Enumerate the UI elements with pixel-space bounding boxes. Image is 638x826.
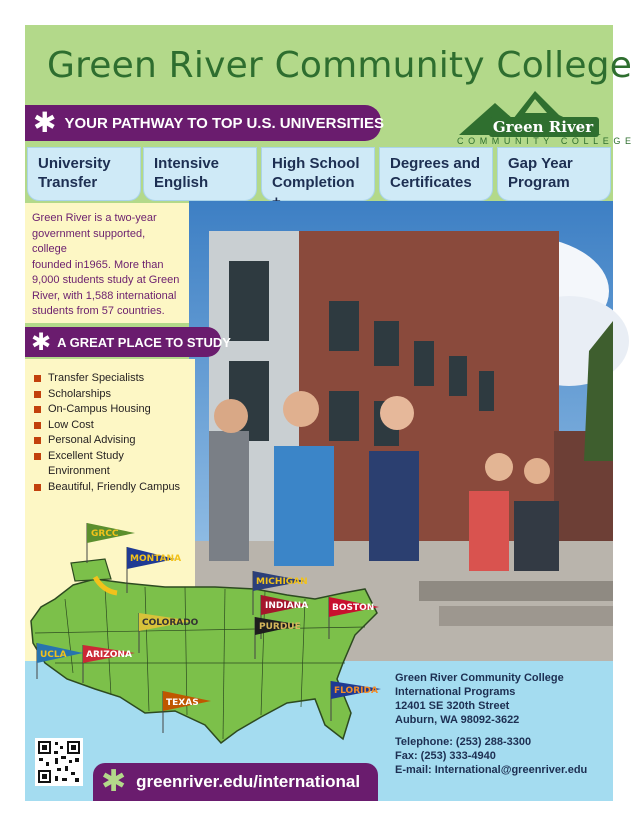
tab-label-line1: Gap Year: [508, 155, 573, 172]
great-place-banner: [25, 327, 231, 357]
contact-info: [395, 671, 587, 777]
intro-text-box: [25, 203, 189, 323]
intro-line: Green River is a two-year: [32, 212, 157, 224]
contact-email[interactable]: E-mail: International@greenriver.edu: [395, 764, 588, 776]
pennant-label: PURDUE: [259, 622, 301, 632]
program-tabs: [27, 147, 613, 201]
list-item: On-Campus Housing: [34, 402, 184, 418]
pennant-label: ARIZONA: [86, 650, 132, 660]
us-map-with-pennants: [25, 503, 405, 753]
tab-high-school-completion[interactable]: [261, 147, 375, 201]
pennant-label: BOSTON: [332, 603, 375, 613]
pennant-label: UCLA: [40, 650, 67, 660]
great-place-banner-text: A GREAT PLACE TO STUDY: [57, 334, 231, 350]
tab-label-line2: Transfer: [38, 174, 98, 191]
asterisk-icon: ✱: [31, 328, 52, 356]
pennant-label: COLORADO: [142, 618, 199, 628]
tab-label-line1: University: [38, 155, 111, 172]
contact-city: Auburn, WA 98092-3622: [395, 714, 520, 726]
contact-telephone[interactable]: Telephone: (253) 288-3300: [395, 736, 532, 748]
tab-label-line2: English: [154, 174, 209, 191]
pathway-banner-text: YOUR PATHWAY TO TOP U.S. UNIVERSITIES: [64, 114, 384, 132]
qr-code[interactable]: [35, 738, 83, 786]
tab-label-line2: Completion: [272, 174, 355, 191]
asterisk-icon: ✱: [101, 764, 127, 799]
list-item: Personal Advising: [34, 433, 184, 449]
contact-name: Green River Community College: [395, 672, 564, 684]
intro-line: founded in1965. More than: [32, 258, 164, 271]
tab-label-line1: Intensive: [154, 155, 220, 172]
list-item: Excellent Study Environment: [34, 449, 184, 480]
pennant-label: MICHIGAN: [256, 577, 308, 587]
intro-line: River, with 1,588 international: [32, 289, 177, 302]
list-item: Transfer Specialists: [34, 371, 184, 387]
list-item: Scholarships: [34, 387, 184, 403]
pennant-label: GRCC: [91, 529, 119, 539]
website-banner[interactable]: [93, 763, 378, 801]
pennant-label: TEXAS: [166, 698, 199, 708]
flyer-page: [25, 25, 636, 801]
logo-name: Green River: [492, 118, 594, 136]
tab-degrees-certificates[interactable]: [379, 147, 493, 201]
pennant-label: MONTANA: [130, 554, 182, 564]
tab-label-line2: Certificates: [390, 174, 472, 191]
list-item: Beautiful, Friendly Campus: [34, 480, 184, 496]
tab-university-transfer[interactable]: [27, 147, 141, 201]
intro-line: government supported, college: [32, 227, 146, 255]
pathway-banner: [25, 105, 384, 141]
pennant-label: INDIANA: [265, 601, 309, 611]
asterisk-icon: ✱: [33, 106, 57, 139]
pennant-label: FLORIDA: [334, 686, 378, 696]
contact-spacer: [395, 727, 587, 735]
website-url[interactable]: greenriver.edu/international: [136, 772, 361, 791]
list-item: Low Cost: [34, 418, 184, 434]
logo-subtitle: COMMUNITY COLLEGE: [457, 136, 636, 146]
contact-fax: Fax: (253) 333-4940: [395, 750, 496, 762]
contact-street: 12401 SE 320th Street: [395, 700, 510, 712]
contact-dept: International Programs: [395, 686, 516, 698]
tab-label-line1: High School: [272, 155, 360, 172]
tab-label-line1: Degrees and: [390, 155, 481, 172]
page-title: Green River Community College: [47, 45, 633, 86]
tab-gap-year[interactable]: [497, 147, 611, 201]
intro-line: students from 57 countries.: [32, 305, 165, 317]
features-list: [34, 371, 184, 495]
tab-intensive-english[interactable]: [143, 147, 257, 201]
intro-line: 9,000 students study at Green: [32, 274, 180, 286]
tab-label-line2: Program: [508, 174, 570, 191]
